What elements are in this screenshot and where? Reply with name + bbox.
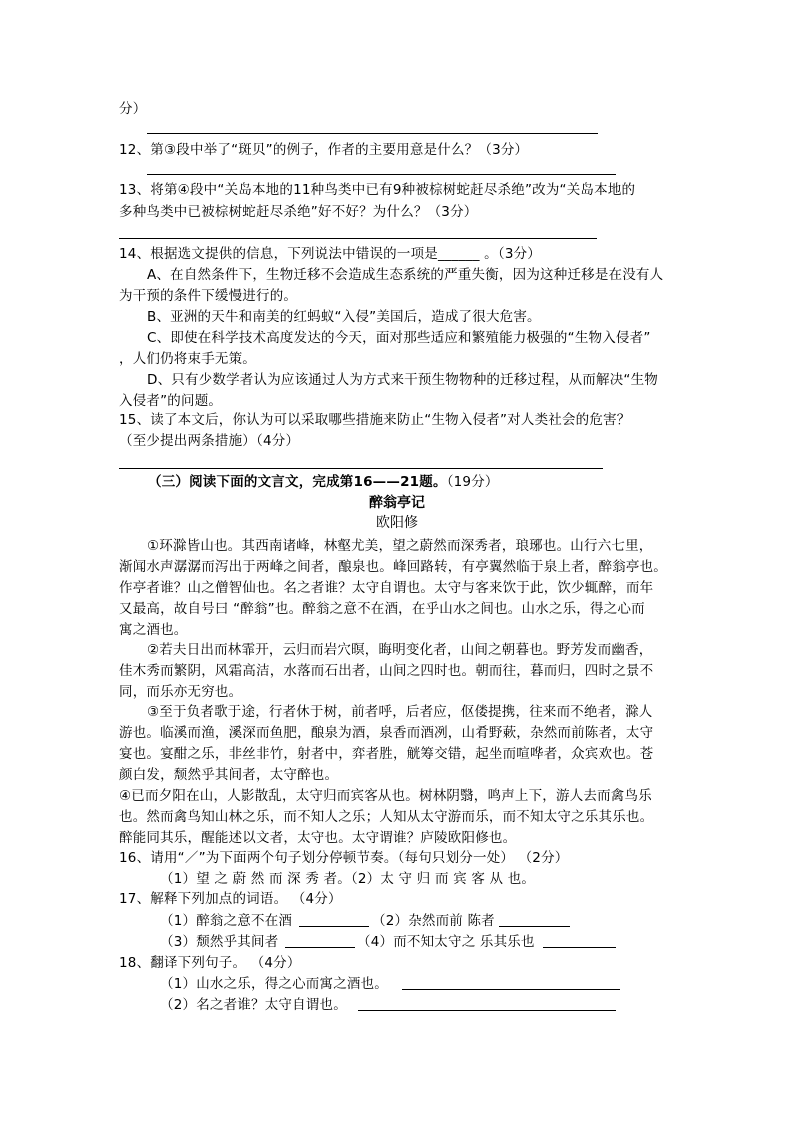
q17-item-2: （2）杂然而前 陈者 [372,913,495,929]
q17-item-4: （4）而不知太守之 乐其乐也 [357,934,535,950]
q17-item-1: （1）醉翁之意不在酒 [160,913,293,929]
answer-line-q17-1[interactable] [299,926,369,927]
paragraph-3-line2: 游也。临溪而渔，溪深而鱼肥，酿泉为酒，泉香而酒冽，山肴野蔌，杂然而前陈者，太守 [119,725,654,741]
question-16-sentences: （1）望 之 蔚 然 而 深 秀 者。（2）太 守 归 而 宾 客 从 也。 [160,871,536,887]
paragraph-4-line2: 也。然而禽鸟知山林之乐，而不知人之乐；人知从太守游而乐，而不知太守之乐其乐也。 [119,809,654,825]
paragraph-3-line3: 宴也。宴酣之乐，非丝非竹，射者中，弈者胜，觥筹交错，起坐而喧哗者，众宾欢也。苍 [119,746,654,762]
paragraph-2-line2: 佳木秀而繁阴，风霜高洁，水落而石出者，山间之四时也。朝而往，暮而归，四时之景不 [119,663,654,679]
q14-option-c-line1: C、即使在科学技术高度发达的今天，面对那些适应和繁殖能力极强的“生物入侵者” [147,330,651,346]
question-13-line2: 多种鸟类中已被棕树蛇赶尽杀绝”好不好？为什么？（3分） [119,204,478,220]
q18-sentence-2: （2）名之者谁？太守自谓也。 [160,997,347,1013]
paragraph-4-line1: ④已而夕阳在山，人影散乱，太守归而宾客从也。树林阴翳，鸣声上下，游人去而禽鸟乐 [119,788,652,804]
q14-option-a-line2: 为干预的条件下缓慢进行的。 [119,288,298,304]
continued-score-text: 分） [119,101,147,117]
answer-line-q18-1[interactable] [402,989,620,990]
question-15-line2: （至少提出两条措施）（4分） [119,433,300,449]
answer-line-q12[interactable] [147,174,616,175]
answer-line-q18-2[interactable] [358,1010,616,1011]
paragraph-1-line5: 寓之酒也。 [119,622,188,638]
q17-item-3: （3）颓然乎其间者 [160,934,279,950]
q18-sentence-1: （1）山水之乐，得之心而寓之酒也。 [160,976,388,992]
paragraph-1-line4: 又最高，故自号曰 “醉翁”也。醉翁之意不在酒，在乎山水之间也。山水之乐，得之心而 [119,601,645,617]
passage-author: 欧阳修 [376,515,418,531]
section-3-heading [148,472,499,492]
paragraph-1-line3: 作亭者谁？山之僧智仙也。名之者谁？太守自谓也。太守与客来饮于此，饮少辄醉，而年 [119,580,654,596]
paragraph-2-line3: 同，而乐亦无穷也。 [119,684,243,700]
question-17: 17、解释下列加点的词语。 （4分） [119,891,342,907]
question-16: 16、请用“／”为下面两个句子划分停顿节奏。（每句只划分一处） （2分） [119,850,569,866]
answer-line-q15[interactable] [119,468,603,469]
paragraph-1-line1: ①环滁皆山也。其西南诸峰，林壑尤美，望之蔚然而深秀者，琅琊也。山行六七里， [147,538,653,554]
section-3-heading-bold: （三）阅读下面的文言文，完成第16——21题。 [148,474,447,490]
question-12: 12、第③段中举了“斑贝”的例子，作者的主要用意是什么？（3分） [119,142,529,158]
question-14: 14、根据选文提供的信息，下列说法中错误的一项是______ 。（3分） [119,246,542,262]
question-15-line1: 15、读了本文后，你认为可以采取哪些措施来防止“生物入侵者”对人类社会的危害？ [119,412,631,428]
answer-line-q17-4[interactable] [543,947,616,948]
section-3-score: （19分） [446,474,499,490]
paragraph-1-line2: 渐闻水声潺潺而泻出于两峰之间者，酿泉也。峰回路转，有亭翼然临于泉上者，醉翁亭也。 [119,559,667,575]
paragraph-3-line1: ③至于负者歌于途，行者休于树，前者呼，后者应，伛偻提携，往来而不绝者，滁人 [147,704,653,720]
q14-option-d-line1: D、只有少数学者认为应该通过人为方式来干预生物物种的迁移过程，从而解决“生物 [147,372,658,388]
q14-option-d-line2: 入侵者”的问题。 [119,393,223,409]
paragraph-3-line4: 颜白发，颓然乎其间者，太守醉也。 [119,767,339,783]
question-13-line1: 13、将第④段中“关岛本地的11种鸟类中已有9种被棕树蛇赶尽杀绝”改为“关岛本地的 [119,182,636,198]
answer-line-q17-3[interactable] [285,947,355,948]
answer-line-q17-2[interactable] [499,926,570,927]
passage-title: 醉翁亭记 [369,495,425,511]
q14-option-a-line1: A、在自然条件下，生物迁移不会造成生态系统的严重失衡，因为这种迁移是在没有人 [147,267,664,283]
q14-option-b: B、亚洲的天牛和南美的红蚂蚁“入侵”美国后，造成了很大危害。 [147,309,541,325]
answer-line-q11[interactable] [147,133,598,134]
paragraph-2-line1: ②若夫日出而林霏开，云归而岩穴暝，晦明变化者，山间之朝暮也。野芳发而幽香， [147,642,653,658]
answer-line-q13[interactable] [119,238,597,239]
q14-option-c-line2: ，人们仍将束手无策。 [119,351,256,367]
paragraph-4-line3: 醉能同其乐，醒能述以文者，太守也。太守谓谁？庐陵欧阳修也。 [119,830,517,846]
question-18: 18、翻译下列句子。 （4分） [119,955,301,971]
